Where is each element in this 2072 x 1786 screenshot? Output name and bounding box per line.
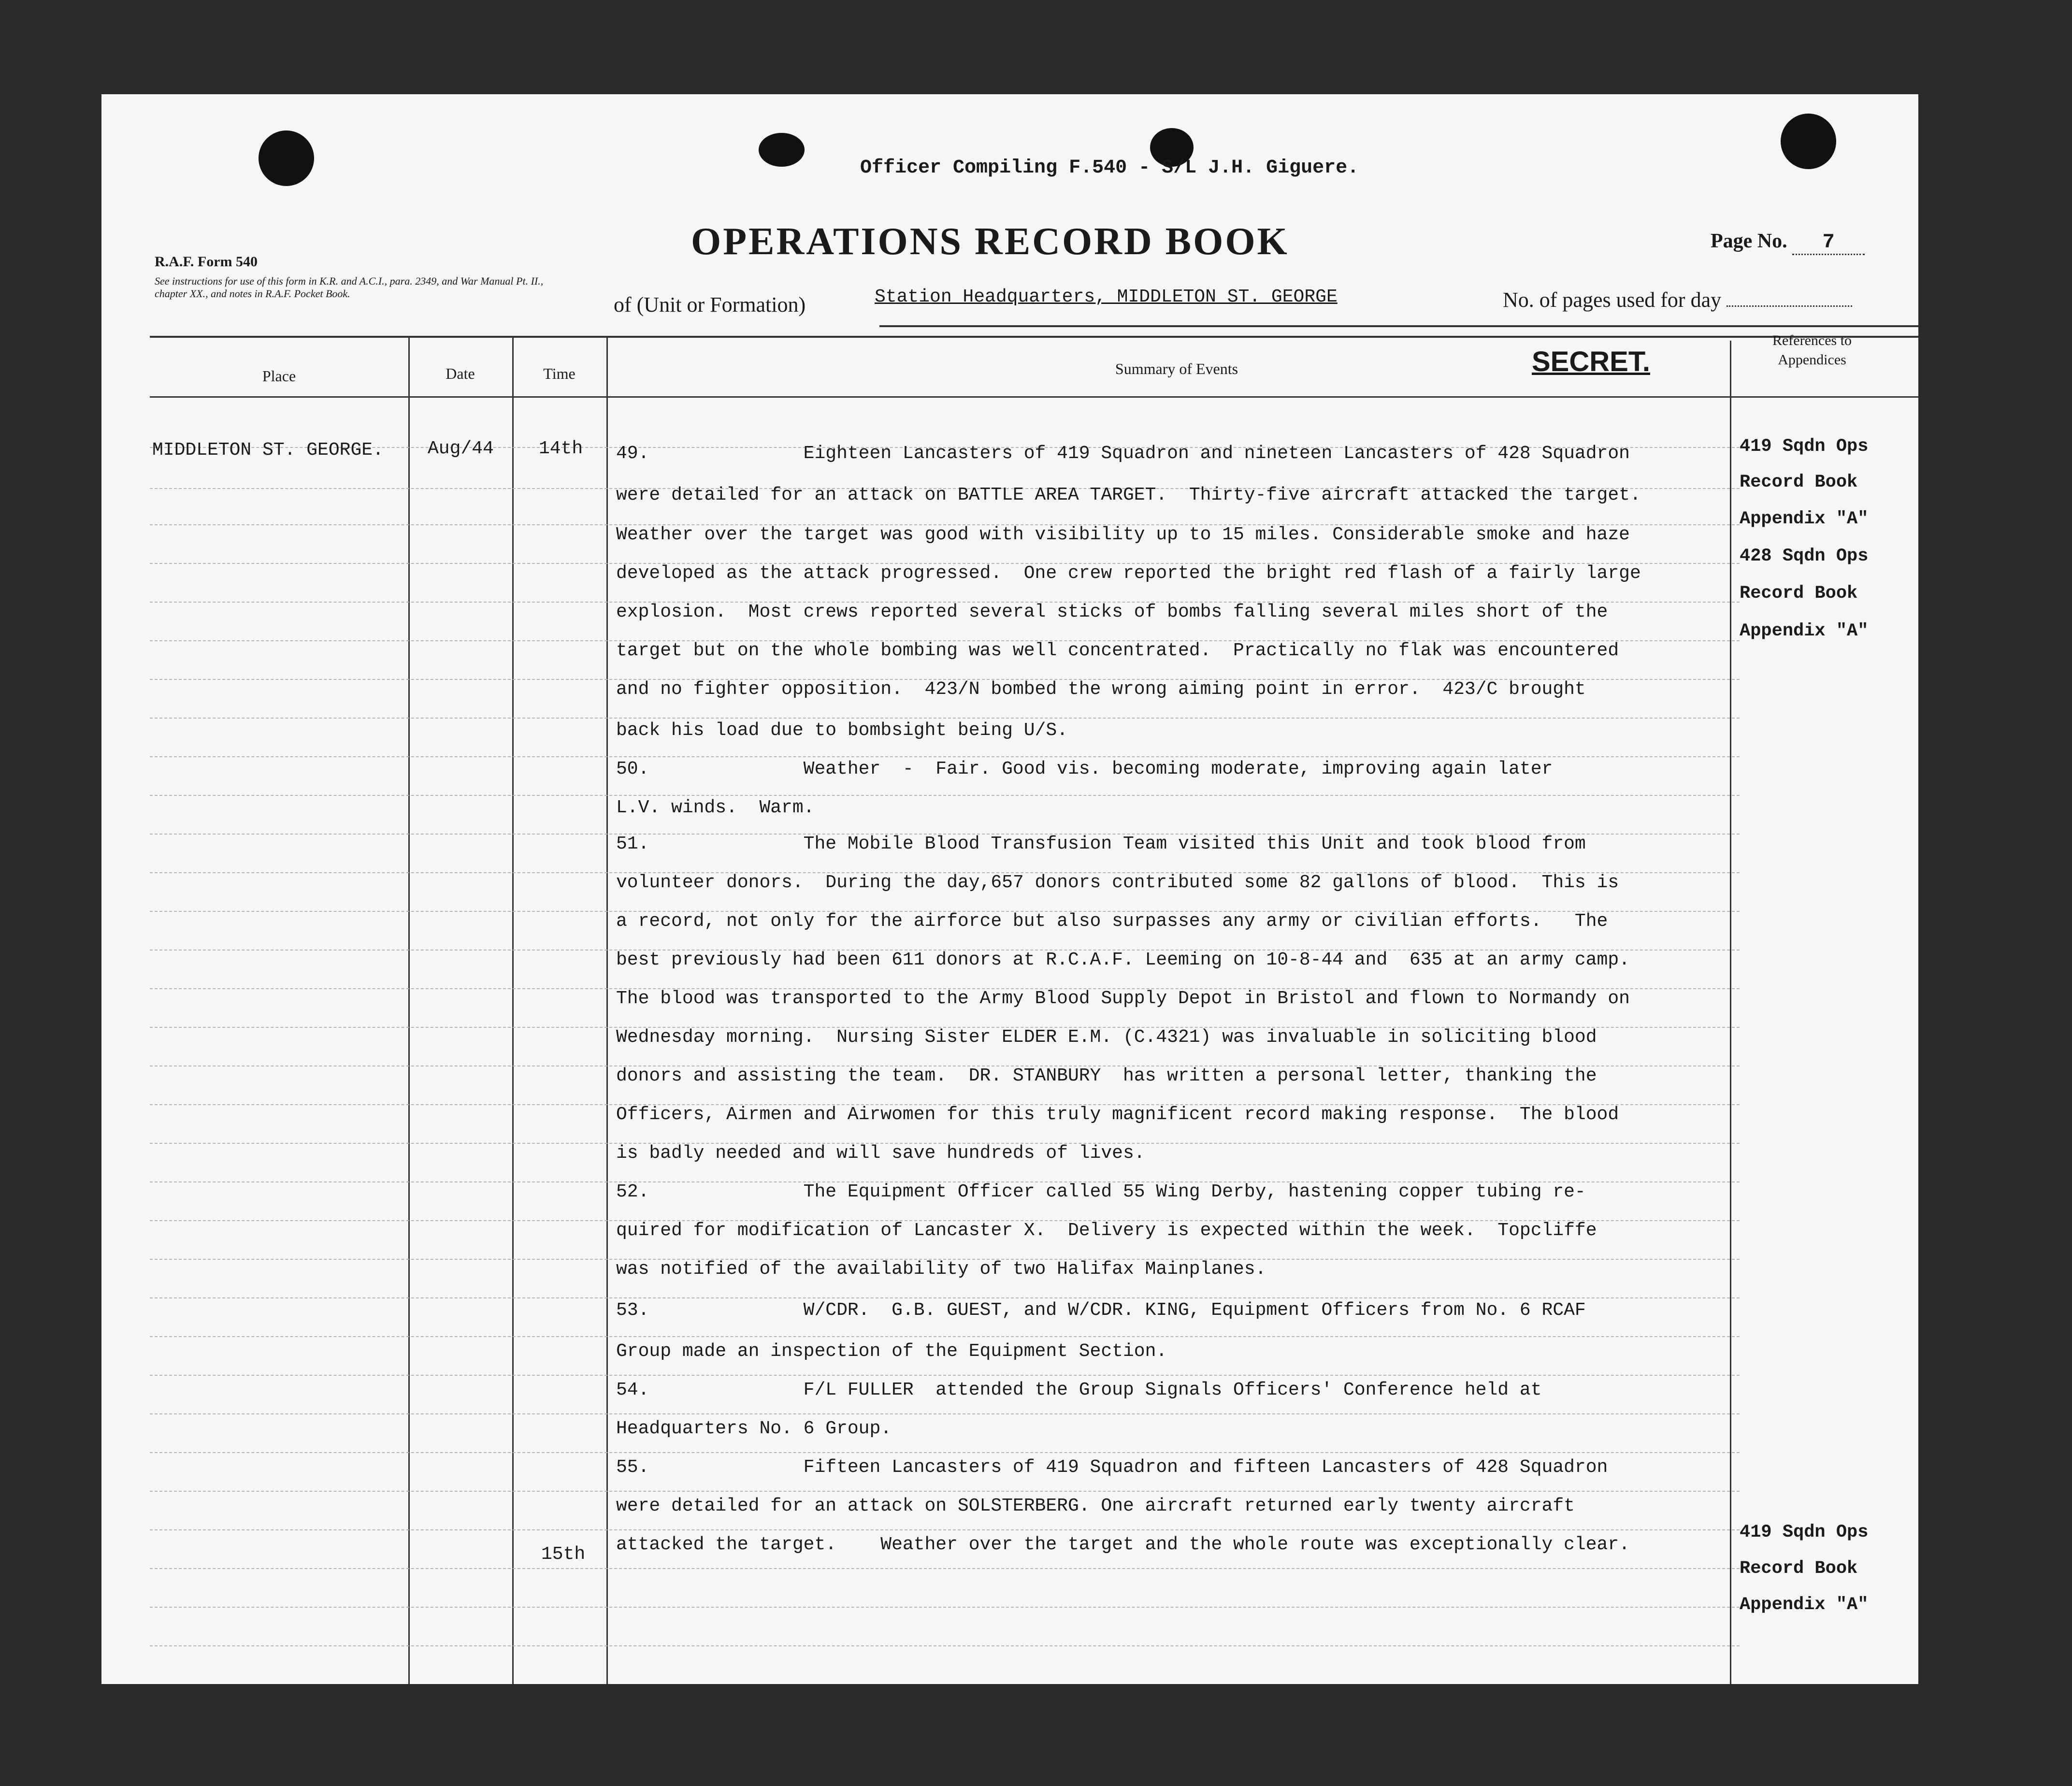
col-time: Time — [543, 365, 576, 382]
summary-line: Officers, Airmen and Airwomen for this truly magnificent record making response. The blood — [616, 1104, 1619, 1125]
summary-line: 50. Weather - Fair. Good vis. becoming moderate, improving again later — [616, 759, 1553, 779]
summary-line: quired for modification of Lancaster X. Delivery is expected within the week. Topcliffe — [616, 1220, 1597, 1241]
col-summary: Summary of Events — [1115, 360, 1238, 377]
appendix-ref: Appendix "A" — [1740, 621, 1869, 641]
summary-line: The blood was transported to the Army Blood Supply Depot in Bristol and flown to Normandy on — [616, 988, 1630, 1009]
appendix-ref: 428 Sqdn Ops — [1740, 546, 1869, 566]
column-divider — [1730, 341, 1731, 1684]
record-sheet — [101, 94, 1918, 1684]
summary-line: were detailed for an attack on SOLSTERBERG. One aircraft returned early twenty aircraft — [616, 1496, 1575, 1516]
pages-used-label: No. of pages used for day — [1503, 288, 1852, 312]
punch-hole-left — [259, 130, 314, 186]
punch-hole-right — [1781, 114, 1836, 169]
summary-line: and no fighter opposition. 423/N bombed the wrong aiming point in error. 423/C brought — [616, 679, 1586, 700]
secret-stamp: SECRET. — [1532, 346, 1650, 377]
form-name: R.A.F. Form 540 — [155, 254, 258, 270]
summary-line: a record, not only for the airforce but also surpasses any army or civilian efforts. The — [616, 911, 1608, 932]
page-number — [1711, 230, 1865, 255]
ink-blot — [759, 133, 805, 167]
appendix-ref: Record Book — [1740, 583, 1858, 604]
summary-line: best previously had been 611 donors at R.C.A.F. Leeming on 10-8-44 and 635 at an army camp. — [616, 950, 1630, 970]
column-divider — [408, 336, 410, 1684]
unit-label: of (Unit or Formation) — [614, 293, 806, 317]
appendix-ref: Record Book — [1740, 472, 1858, 492]
entry-place: MIDDLETON ST. GEORGE. — [152, 440, 384, 461]
col-place: Place — [262, 367, 296, 385]
appendix-ref: 419 Sqdn Ops — [1740, 1522, 1869, 1542]
summary-line: target but on the whole bombing was well concentrated. Practically no flak was encountered — [616, 640, 1619, 661]
form-note: See instructions for use of this form in K.R. and A.C.I., para. 2349, and War Manual Pt. II., chapter XX., and notes in R.A.F. Pocket Book. — [155, 275, 544, 300]
summary-line: developed as the attack progressed. One crew reported the bright red flash of a fairly large — [616, 563, 1641, 584]
summary-line: Weather over the target was good with visibility up to 15 miles. Considerable smoke and haze — [616, 524, 1630, 545]
summary-line: 55. Fifteen Lancasters of 419 Squadron and fifteen Lancasters of 428 Squadron — [616, 1457, 1608, 1478]
summary-line: volunteer donors. During the day,657 donors contributed some 82 gallons of blood. This is — [616, 872, 1619, 893]
form-info — [155, 254, 590, 300]
appendix-ref: Appendix "A" — [1740, 1595, 1869, 1615]
summary-line: Group made an inspection of the Equipment Section. — [616, 1341, 1167, 1362]
appendix-ref: Record Book — [1740, 1558, 1858, 1579]
officer-compiling: Officer Compiling F.540 - S/L J.H. Giguere. — [860, 157, 1359, 179]
appendix-ref: 419 Sqdn Ops — [1740, 436, 1869, 457]
summary-line: donors and assisting the team. DR. STANBURY has written a personal letter, thanking the — [616, 1066, 1597, 1086]
page-no-value: 7 — [1792, 230, 1865, 255]
summary-line: 52. The Equipment Officer called 55 Wing Derby, hastening copper tubing re- — [616, 1181, 1586, 1202]
entry-time: 15th — [541, 1544, 586, 1565]
header-rule-right — [879, 325, 1918, 327]
col-references: References to Appendices — [1772, 332, 1852, 368]
summary-line: 53. W/CDR. G.B. GUEST, and W/CDR. KING, Equipment Officers from No. 6 RCAF — [616, 1300, 1586, 1321]
summary-line: explosion. Most crews reported several sticks of bombs falling several miles short of the — [616, 602, 1608, 622]
table-top-rule — [150, 336, 1918, 338]
column-divider — [606, 336, 608, 1684]
summary-line: were detailed for an attack on BATTLE AREA TARGET. Thirty-five aircraft attacked the target. — [616, 485, 1641, 505]
appendix-ref: Appendix "A" — [1740, 509, 1869, 529]
entry-time: 14th — [539, 438, 583, 459]
summary-line: was notified of the availability of two Halifax Mainplanes. — [616, 1259, 1266, 1280]
summary-line: 51. The Mobile Blood Transfusion Team visited this Unit and took blood from — [616, 834, 1586, 854]
summary-line: back his load due to bombsight being U/S. — [616, 720, 1068, 741]
header-bottom-rule — [150, 396, 1918, 398]
col-date: Date — [446, 365, 475, 382]
summary-line: L.V. winds. Warm. — [616, 797, 815, 818]
page-title: OPERATIONS RECORD BOOK — [691, 220, 1289, 263]
summary-line: Wednesday morning. Nursing Sister ELDER E.M. (C.4321) was invaluable in soliciting blood — [616, 1027, 1597, 1048]
summary-line: is badly needed and will save hundreds of lives. — [616, 1143, 1145, 1164]
column-divider — [512, 336, 514, 1684]
unit-value: Station Headquarters, MIDDLETON ST. GEORGE — [875, 287, 1338, 307]
summary-line: 49. Eighteen Lancasters of 419 Squadron and nineteen Lancasters of 428 Squadron — [616, 443, 1630, 464]
entry-date: Aug/44 — [428, 438, 494, 459]
summary-line: Headquarters No. 6 Group. — [616, 1418, 892, 1439]
page-no-label: Page No. — [1711, 230, 1787, 252]
summary-line: 54. F/L FULLER attended the Group Signals Officers' Conference held at — [616, 1380, 1542, 1400]
summary-line: attacked the target. Weather over the target and the whole route was exceptionally clear. — [616, 1534, 1630, 1555]
